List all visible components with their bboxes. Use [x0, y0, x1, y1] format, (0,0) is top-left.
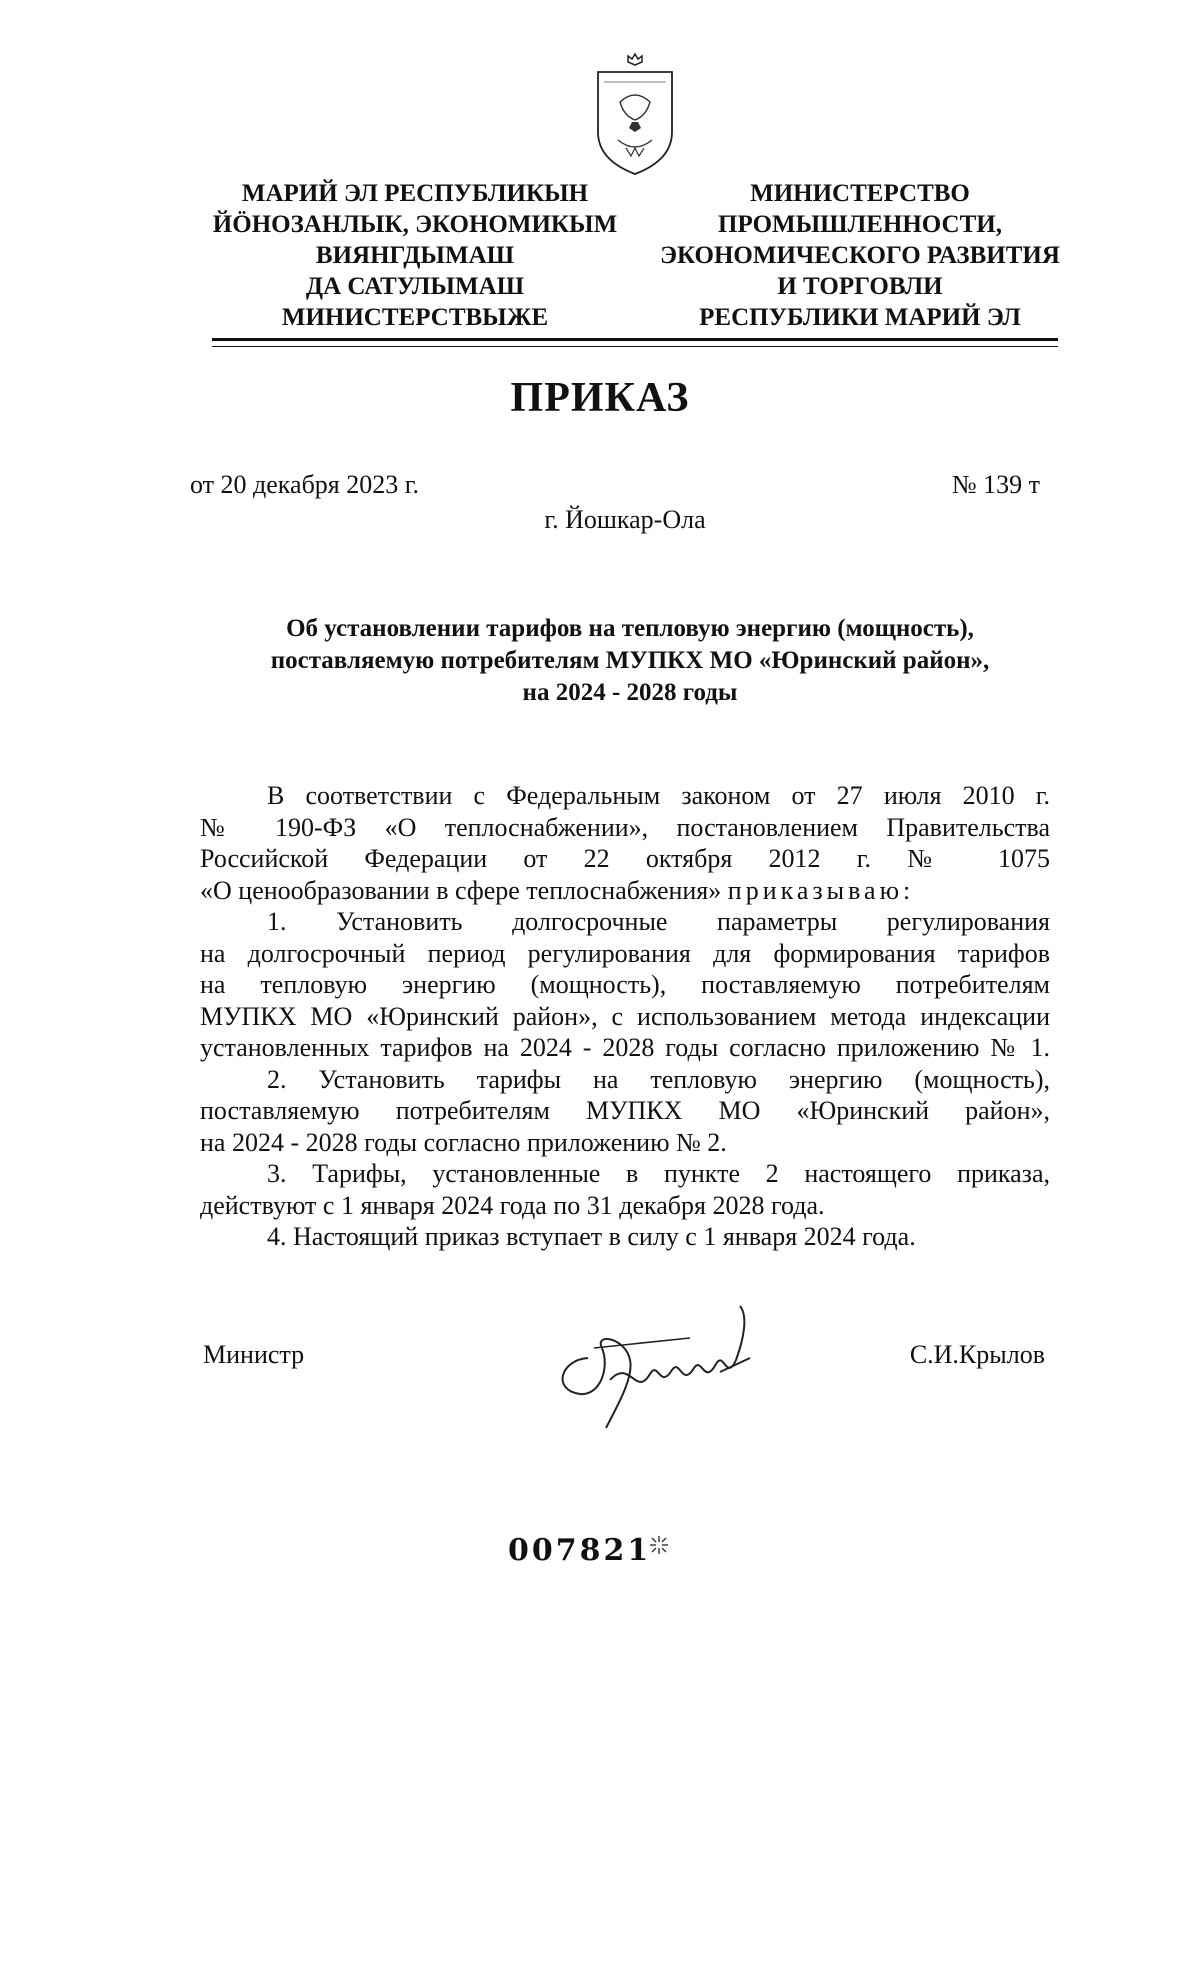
body-line: на 2024 - 2028 годы согласно приложению № 2.: [200, 1127, 727, 1157]
coat-of-arms-emblem: [590, 52, 680, 180]
document-body: [200, 780, 1050, 1253]
form-serial-number: 007821: [508, 1533, 652, 1568]
body-line: МУПКХ МО «Юринский район», с использованием метода индексации: [200, 1001, 1050, 1031]
body-line: Российской Федерации от 22 октября 2012 г. № 1075: [200, 844, 1050, 873]
document-number: № 139 т: [951, 470, 1040, 499]
body-line: № 190-ФЗ «О теплоснабжении», постановлением Правительства: [200, 812, 1050, 842]
header-right-russian: [650, 178, 1070, 333]
security-ornament-icon: [648, 1534, 670, 1556]
body-line: [200, 875, 1050, 907]
signatory-position: Министр: [203, 1340, 305, 1369]
header-left-line: МАРИЙ ЭЛ РЕСПУБЛИКЫН: [241, 180, 589, 207]
body-line: действуют с 1 января 2024 года по 31 декабря 2028 года.: [200, 1190, 825, 1220]
header-divider-thick: [212, 338, 1058, 341]
document-city: г. Йошкар-Ола: [544, 505, 706, 534]
body-line: 1. Установить долгосрочные параметры регулирования: [267, 907, 1050, 936]
order-word: приказываю:: [727, 875, 915, 905]
subject-line: поставляемую потребителям МУПКХ МО «Юринский район»,: [270, 647, 990, 674]
header-divider-thin: [212, 346, 1058, 347]
header-right-line: РЕСПУБЛИКИ МАРИЙ ЭЛ: [699, 304, 1021, 331]
body-line: на тепловую энергию (мощность), поставляемую потребителям: [200, 970, 1050, 999]
subject-line: на 2024 - 2028 годы: [522, 679, 738, 706]
subject-line: Об установлении тарифов на тепловую энергию (мощность),: [286, 615, 974, 642]
document-type-title: ПРИКАЗ: [510, 375, 690, 421]
header-left-line: ДА САТУЛЫМАШ: [305, 273, 525, 300]
body-line: 2. Установить тарифы на тепловую энергию (мощность),: [267, 1064, 1050, 1094]
body-line: установленных тарифов на 2024 - 2028 годы согласно приложению № 1.: [200, 1033, 1050, 1062]
header-left-marii: [200, 178, 630, 333]
header-left-line: ВИЯНГДЫМАШ: [315, 242, 515, 269]
signatory-name: С.И.Крылов: [909, 1340, 1045, 1369]
body-line: поставляемую потребителям МУПКХ МО «Юринский район»,: [200, 1096, 1050, 1125]
header-left-line: МИНИСТЕРСТВЫЖЕ: [281, 304, 549, 331]
document-subject: [200, 613, 1060, 709]
body-line: 4. Настоящий приказ вступает в силу с 1 января 2024 года.: [267, 1222, 916, 1251]
handwritten-signature: [540, 1298, 780, 1438]
header-right-line: МИНИСТЕРСТВО: [750, 180, 970, 207]
header-left-line: ЙӦНОЗАНЛЫК, ЭКОНОМИКЫМ: [212, 211, 618, 238]
header-right-line: ПРОМЫШЛЕННОСТИ,: [718, 211, 1002, 238]
body-line-text: «О ценообразовании в сфере теплоснабжения»: [200, 875, 722, 905]
header-right-line: И ТОРГОВЛИ: [777, 273, 943, 300]
body-line: В соответствии с Федеральным законом от 27 июля 2010 г.: [267, 781, 1050, 810]
header-right-line: ЭКОНОМИЧЕСКОГО РАЗВИТИЯ: [660, 242, 1060, 269]
body-line: 3. Тарифы, установленные в пункте 2 настоящего приказа,: [267, 1159, 1050, 1188]
body-line: на долгосрочный период регулирования для формирования тарифов: [200, 938, 1050, 968]
document-date: от 20 декабря 2023 г.: [190, 470, 419, 499]
